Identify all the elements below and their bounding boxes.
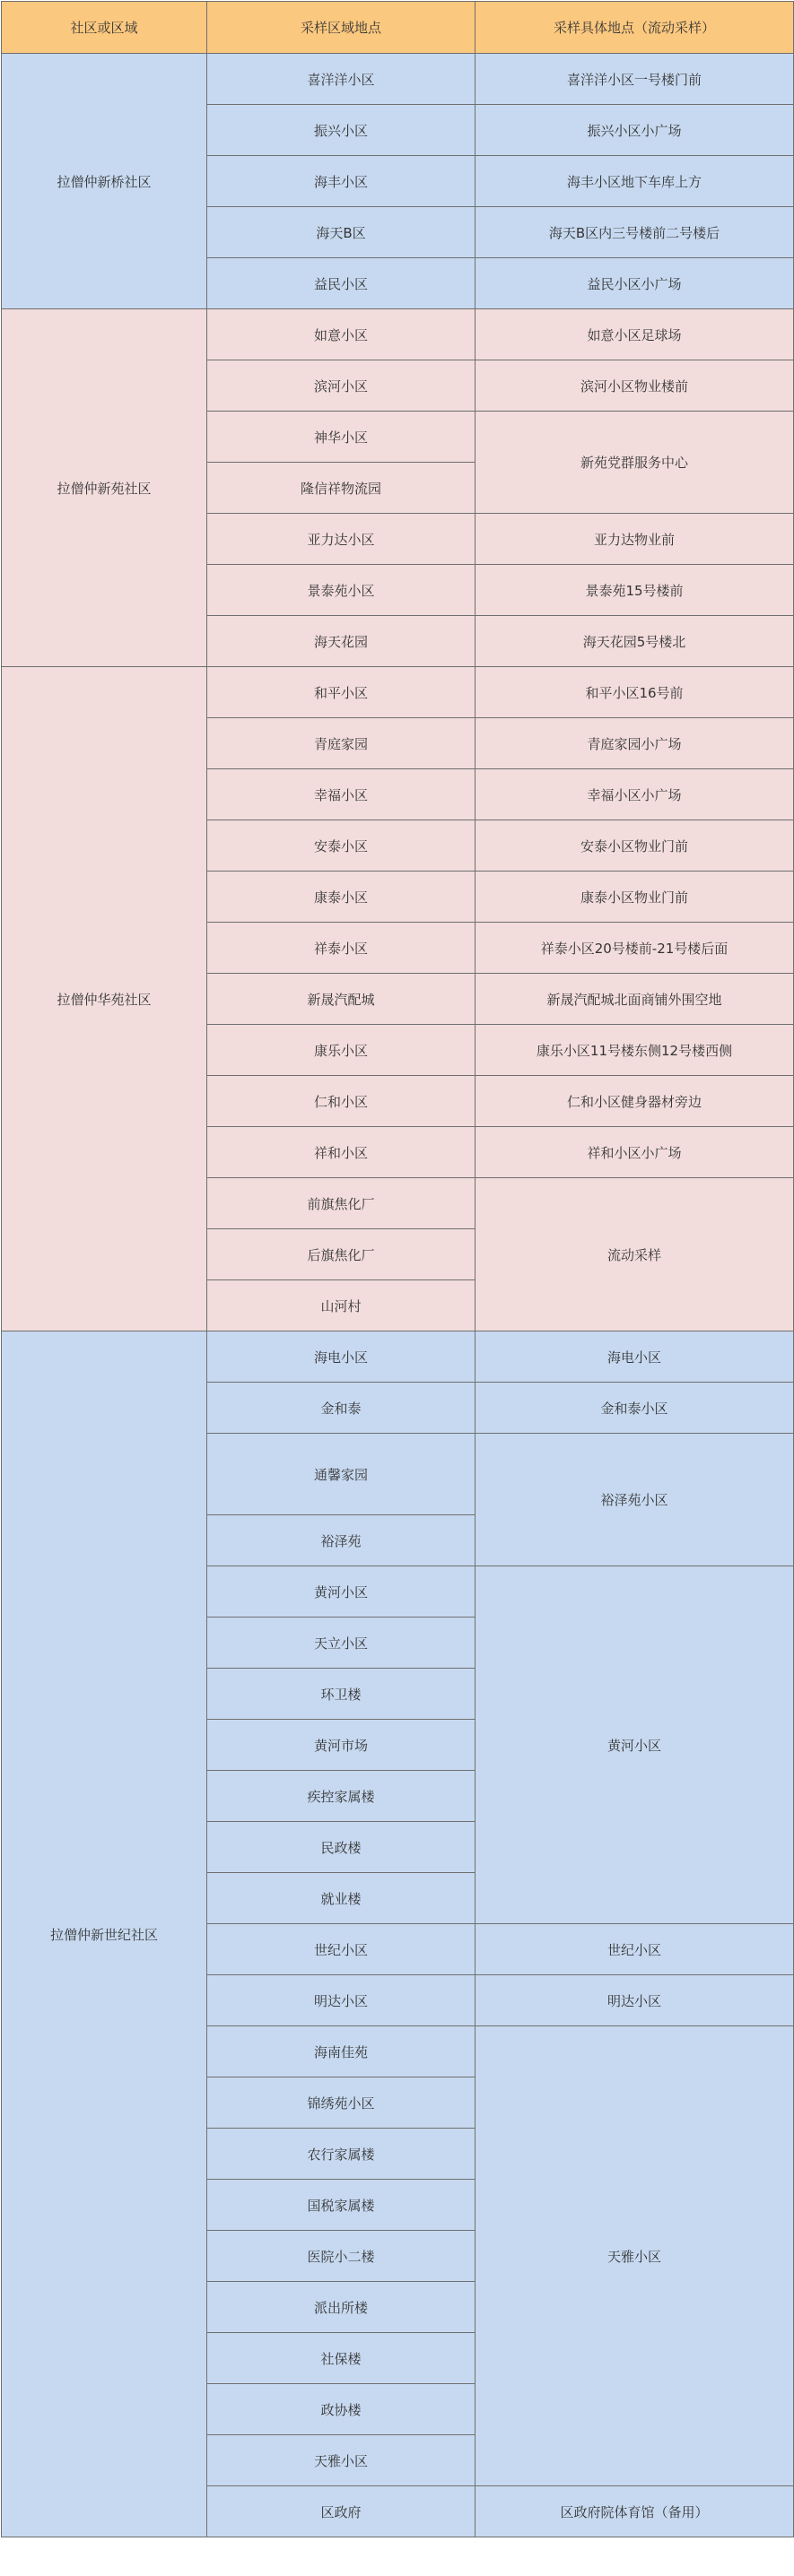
sampling-site-cell: 海天花园5号楼北	[476, 616, 794, 667]
sampling-site-cell: 新晟汽配城北面商铺外围空地	[476, 974, 794, 1025]
sampling-site-cell: 康泰小区物业门前	[476, 872, 794, 923]
sampling-area-cell: 海电小区	[207, 1331, 476, 1383]
sampling-site-cell: 幸福小区小广场	[476, 769, 794, 820]
sampling-site-cell: 振兴小区小广场	[476, 105, 794, 156]
sampling-area-cell: 喜洋洋小区	[207, 54, 476, 105]
sampling-site-cell: 亚力达物业前	[476, 514, 794, 565]
sampling-area-cell: 海天B区	[207, 207, 476, 258]
sampling-area-cell: 仁和小区	[207, 1076, 476, 1127]
sampling-area-cell: 社保楼	[207, 2333, 476, 2384]
sampling-site-cell: 区政府院体育馆（备用）	[476, 2486, 794, 2537]
sampling-area-cell: 农行家属楼	[207, 2129, 476, 2180]
sampling-site-cell: 祥泰小区20号楼前-21号楼后面	[476, 923, 794, 974]
table-row	[2, 1331, 794, 1383]
sampling-area-cell: 天立小区	[207, 1618, 476, 1669]
table-body	[2, 54, 794, 2537]
sampling-site-cell: 和平小区16号前	[476, 667, 794, 718]
community-cell: 拉僧仲新苑社区	[2, 309, 207, 667]
sampling-area-cell: 青庭家园	[207, 718, 476, 769]
sampling-area-cell: 振兴小区	[207, 105, 476, 156]
sampling-site-cell: 流动采样	[476, 1178, 794, 1331]
sampling-area-cell: 海天花园	[207, 616, 476, 667]
sampling-site-cell: 新苑党群服务中心	[476, 412, 794, 514]
sampling-area-cell: 景泰苑小区	[207, 565, 476, 616]
community-cell: 拉僧仲新世纪社区	[2, 1331, 207, 2537]
table-row	[2, 54, 794, 105]
sampling-area-cell: 疾控家属楼	[207, 1771, 476, 1822]
sampling-site-cell: 海电小区	[476, 1331, 794, 1383]
sampling-area-cell: 黄河市场	[207, 1720, 476, 1771]
table-row	[2, 667, 794, 718]
sampling-area-cell: 派出所楼	[207, 2282, 476, 2333]
sampling-site-cell: 黄河小区	[476, 1566, 794, 1924]
sampling-area-cell: 明达小区	[207, 1975, 476, 2026]
sampling-area-cell: 祥和小区	[207, 1127, 476, 1178]
sampling-site-cell: 世纪小区	[476, 1924, 794, 1975]
sampling-area-cell: 后旗焦化厂	[207, 1229, 476, 1280]
sampling-site-cell: 仁和小区健身器材旁边	[476, 1076, 794, 1127]
sampling-area-cell: 新晟汽配城	[207, 974, 476, 1025]
sampling-area-cell: 环卫楼	[207, 1669, 476, 1720]
sampling-site-cell: 祥和小区小广场	[476, 1127, 794, 1178]
sampling-area-cell: 康泰小区	[207, 872, 476, 923]
sampling-site-cell: 如意小区足球场	[476, 309, 794, 360]
sampling-area-cell: 医院小二楼	[207, 2231, 476, 2282]
sampling-area-cell: 和平小区	[207, 667, 476, 718]
sampling-area-cell: 如意小区	[207, 309, 476, 360]
sampling-site-cell: 天雅小区	[476, 2026, 794, 2486]
sampling-area-cell: 亚力达小区	[207, 514, 476, 565]
sampling-site-cell: 海天B区内三号楼前二号楼后	[476, 207, 794, 258]
sampling-area-cell: 金和泰	[207, 1383, 476, 1434]
sampling-site-cell: 喜洋洋小区一号楼门前	[476, 54, 794, 105]
sampling-site-cell: 康乐小区11号楼东侧12号楼西侧	[476, 1025, 794, 1076]
sampling-area-cell: 前旗焦化厂	[207, 1178, 476, 1229]
table-header-row	[2, 2, 794, 54]
sampling-site-cell: 益民小区小广场	[476, 258, 794, 309]
sampling-area-cell: 世纪小区	[207, 1924, 476, 1975]
sampling-area-cell: 区政府	[207, 2486, 476, 2537]
sampling-site-cell: 海丰小区地下车库上方	[476, 156, 794, 207]
sampling-site-cell: 裕泽苑小区	[476, 1434, 794, 1566]
sampling-area-cell: 民政楼	[207, 1822, 476, 1873]
sampling-area-cell: 天雅小区	[207, 2435, 476, 2486]
table-row	[2, 309, 794, 360]
sampling-area-cell: 滨河小区	[207, 360, 476, 412]
sampling-area-cell: 国税家属楼	[207, 2180, 476, 2231]
community-cell: 拉僧仲华苑社区	[2, 667, 207, 1331]
sampling-area-cell: 海南佳苑	[207, 2026, 476, 2077]
sampling-area-cell: 神华小区	[207, 412, 476, 463]
sampling-site-cell: 安泰小区物业门前	[476, 820, 794, 872]
sampling-site-cell: 景泰苑15号楼前	[476, 565, 794, 616]
sampling-site-cell: 滨河小区物业楼前	[476, 360, 794, 412]
sampling-area-cell: 幸福小区	[207, 769, 476, 820]
sampling-area-cell: 裕泽苑	[207, 1515, 476, 1566]
sampling-sites-table-container	[1, 1, 793, 2574]
sampling-area-cell: 海丰小区	[207, 156, 476, 207]
sampling-site-cell: 明达小区	[476, 1975, 794, 2026]
sampling-area-cell: 锦绣苑小区	[207, 2077, 476, 2129]
sampling-area-cell: 通馨家园	[207, 1434, 476, 1515]
sampling-area-cell: 安泰小区	[207, 820, 476, 872]
sampling-area-cell: 隆信祥物流园	[207, 463, 476, 514]
sampling-area-cell: 益民小区	[207, 258, 476, 309]
header-sampling-site: 采样具体地点（流动采样）	[476, 2, 794, 54]
community-cell: 拉僧仲新桥社区	[2, 54, 207, 309]
sampling-area-cell: 康乐小区	[207, 1025, 476, 1076]
sampling-area-cell: 祥泰小区	[207, 923, 476, 974]
sampling-site-cell: 金和泰小区	[476, 1383, 794, 1434]
sampling-area-cell: 政协楼	[207, 2384, 476, 2435]
sampling-sites-table	[1, 1, 794, 2537]
header-community: 社区或区域	[2, 2, 207, 54]
sampling-area-cell: 就业楼	[207, 1873, 476, 1924]
sampling-site-cell: 青庭家园小广场	[476, 718, 794, 769]
sampling-area-cell: 黄河小区	[207, 1566, 476, 1618]
sampling-area-cell: 山河村	[207, 1280, 476, 1331]
header-sampling-area: 采样区域地点	[207, 2, 476, 54]
